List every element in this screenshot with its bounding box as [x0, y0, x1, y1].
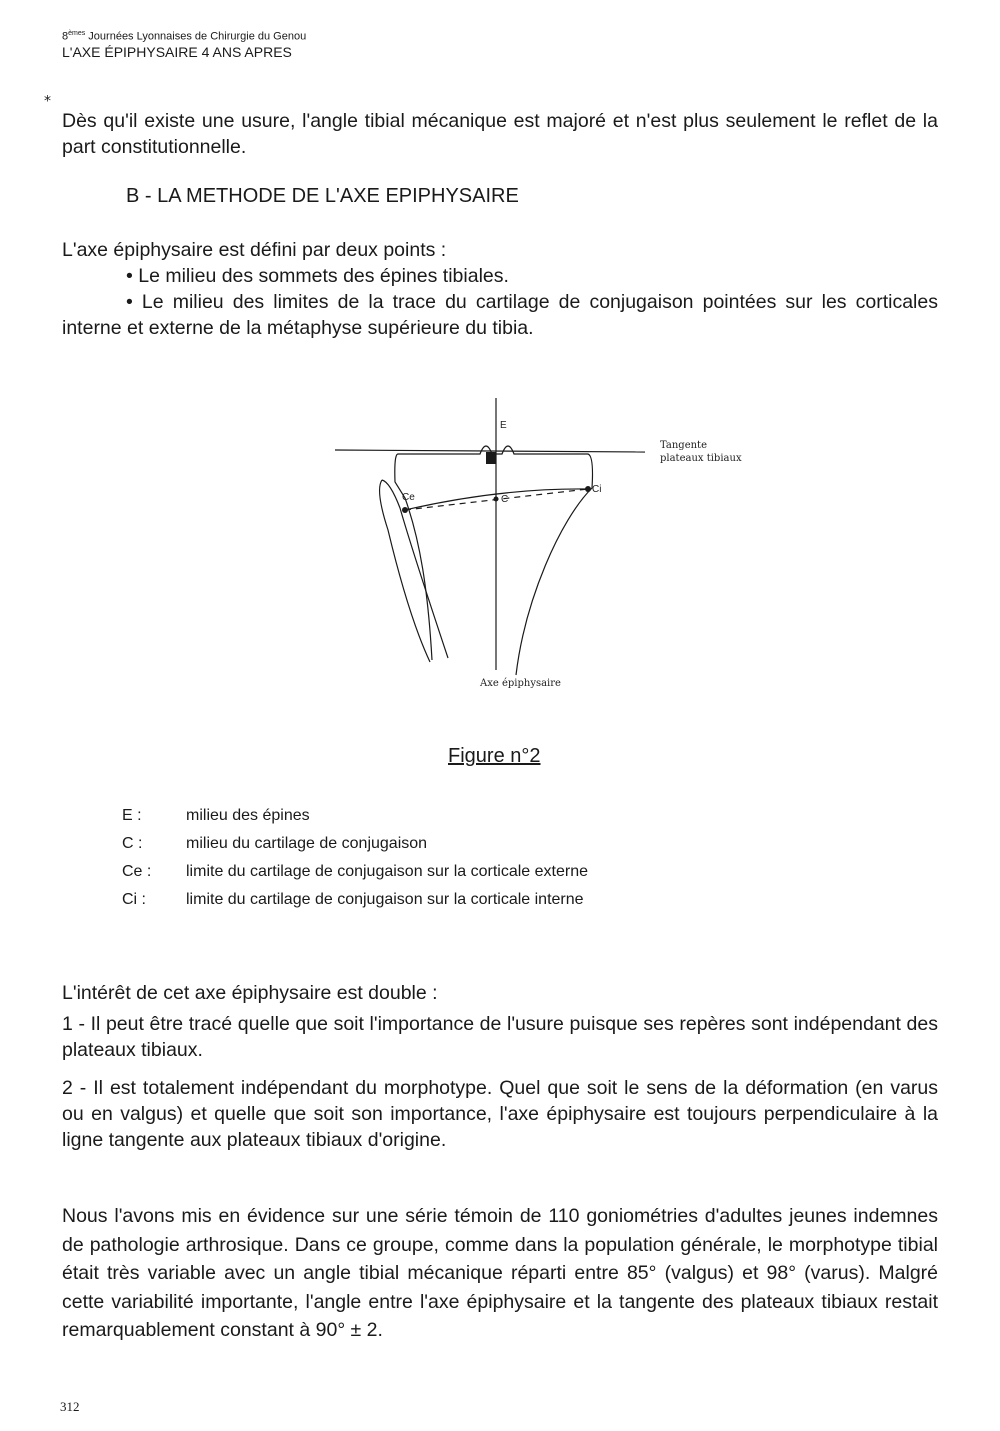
running-head-title: L'AXE ÉPIPHYSAIRE 4 ANS APRES [62, 43, 292, 60]
page-number: 312 [60, 1399, 80, 1414]
interest-intro: L'intérêt de cet axe épiphysaire est double : [62, 982, 438, 1004]
legend-description: limite du cartilage de conjugaison sur la corticale externe [186, 863, 588, 880]
running-head [62, 30, 306, 61]
ci-point [585, 486, 591, 492]
legend-description: milieu du cartilage de conjugaison [186, 835, 428, 852]
definition-intro: L'axe épiphysaire est défini par deux points : [62, 239, 447, 261]
point-one-paragraph: 1 - Il peut être tracé quelle que soit l'importance de l'usure puisque ses repères sont indépendant des plateaux tibiaux. [62, 1013, 938, 1061]
tibia-diagram [320, 390, 780, 700]
series-paragraph: Nous l'avons mis en évidence sur une série témoin de 110 goniométries d'adultes jeunes indemnes de pathologie arthrosique. Dans ce groupe, comme dans la population générale, le morphotype tibial était très variable avec un angle tibial mécanique réparti entre 85° (valgus) et 98° (varus). Malgré cette variabilité importante, l'angle entre l'axe épiphysaire et la tangente des plateaux tibiaux restait remarquablement constant à 90° ± 2. [62, 1205, 938, 1341]
legend-row [122, 858, 588, 886]
intro-paragraph: Dès qu'il existe une usure, l'angle tibial mécanique est majoré et n'est plus seulement le reflet de la part constitutionnelle. [62, 110, 938, 158]
running-head-conference [62, 30, 306, 44]
tibia-outline-plateau [398, 446, 593, 675]
bullet-item-spines: • Le milieu des sommets des épines tibiales. [126, 265, 509, 287]
legend-row [122, 830, 588, 858]
conference-name: Journées Lyonnaises de Chirurgie du Genou [85, 30, 307, 43]
tangent-label-line2: plateaux tibiaux [660, 453, 742, 464]
label-ci: Ci [592, 484, 602, 495]
legend-key: E : [122, 807, 142, 824]
legend-key: Ci : [122, 891, 146, 908]
label-ce: Ce [402, 492, 415, 503]
figure-caption: Figure n°2 [448, 745, 541, 767]
tangent-label-line1: Tangente [660, 440, 707, 451]
legend-row [122, 886, 588, 914]
section-heading: B - LA METHODE DE L'AXE EPIPHYSAIRE [126, 185, 519, 207]
legend-key: C : [122, 835, 143, 852]
axis-label: Axe épiphysaire [480, 678, 561, 689]
legend-description: milieu des épines [186, 807, 310, 824]
figure-tibia-diagram [320, 390, 780, 700]
legend-key: Ce : [122, 863, 152, 880]
legend-description: limite du cartilage de conjugaison sur la corticale interne [186, 891, 584, 908]
legend-row [122, 802, 588, 830]
conference-number: 8 [62, 30, 69, 43]
label-c: C [501, 494, 509, 505]
conference-superscript: èmes [68, 30, 86, 37]
tibia-outline-left [395, 454, 432, 660]
point-two-paragraph: 2 - Il est totalement indépendant du morphotype. Quel que soit le sens de la déformation (en varus ou en valgus) et quelle que soit son importance, l'axe épiphysaire est toujours perpendiculaire à la ligne tangente aux plateaux tibiaux d'origine. [62, 1077, 938, 1151]
c-point [494, 497, 499, 502]
label-e: E [500, 420, 507, 431]
ce-point [402, 507, 408, 513]
spine-midpoint-marker [486, 452, 496, 464]
bullet-item-cartilage: • Le milieu des limites de la trace du cartilage de conjugaison pointées sur les corticales interne et externe de la métaphyse supérieure du tibia. [62, 291, 938, 339]
margin-mark: ⁎ [44, 88, 51, 104]
figure-legend [122, 802, 588, 914]
